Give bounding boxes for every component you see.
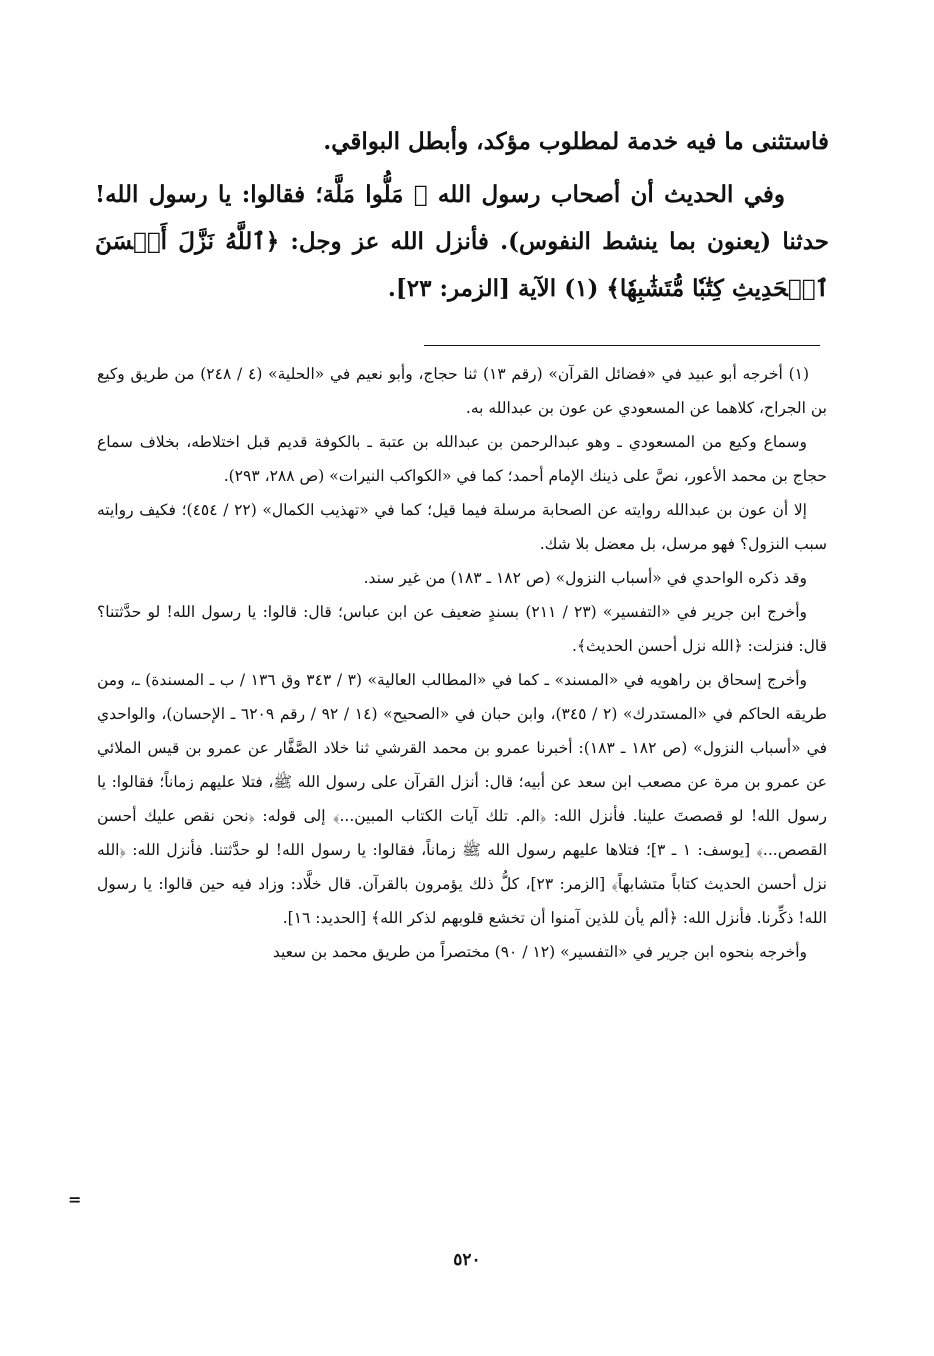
main-text-block [95, 118, 829, 312]
main-paragraph: فاستثنى ما فيه خدمة لمطلوب مؤكد، وأبطل البواقي. [323, 128, 829, 155]
main-paragraph: وفي الحديث أن أصحاب رسول الله ﷺ مَلُّوا مَلَّة؛ فقالوا: يا رسول الله! حدثنا (يعنون بما ينشط النفوس). فأنزل الله عز وجل: ﴿ٱللَّهُ نَزَّلَ أَحۡسَنَ ٱلۡحَدِيثِ كِتَٰبٗا مُّتَشَٰبِهٗا﴾ (١) الآية [الزمر: ٢٣]. [95, 181, 829, 302]
footnote-paragraph: وقد ذكره الواحدي في «أسباب النزول» (ص ١٨٢ ـ ١٨٣) من غير سند. [363, 569, 807, 587]
footnote-paragraph: وأخرج ابن جرير في «التفسير» (٢٣ / ٢١١) بسندٍ ضعيف عن ابن عباس؛ قال: قالوا: يا رسول الله! لو حدَّثتنا؟ قال: فنزلت: ﴿الله نزل أحسن الحديث﴾. [97, 603, 827, 655]
footnotes-block [97, 357, 827, 969]
footnote-paragraph: (١) أخرجه أبو عبيد في «فضائل القرآن» (رقم ١٣) ثنا حجاج، وأبو نعيم في «الحلية» (٤ / ٢٤٨) من طريق وكيع بن الجراح، كلاهما عن المسعودي عن عون بن عبدالله به. [97, 365, 827, 417]
page-number: ٥٢٠ [453, 1250, 481, 1270]
footnote-paragraph: وأخرج إسحاق بن راهويه في «المسند» ـ كما في «المطالب العالية» (٣ / ٣٤٣ وق ١٣٦ / ب ـ المسندة) ـ، ومن طريقه الحاكم في «المستدرك» (٢ / ٣٤٥)، وابن حبان في «الصحيح» (١٤ / ٩٢ / رقم ٦٢٠٩ ـ الإحسان)، والواحدي في «أسباب النزول» (ص ١٨٢ ـ ١٨٣): أخبرنا عمرو بن محمد القرشي ثنا خلاد الصَّفَّار عن عمرو بن قيس الملائي عن عمرو بن مرة عن مصعب ابن سعد عن أبيه؛ قال: أنزل القرآن على رسول الله ﷺ، فتلا عليهم زماناً؛ فقالوا: يا رسول الله! لو قصصتَ علينا. فأنزل الله: ﴿الم. تلك آيات الكتاب المبين...﴾ إلى قوله: ﴿نحن نقص عليك أحسن القصص...﴾ [يوسف: ١ ـ ٣]؛ فتلاها عليهم رسول الله ﷺ زماناً، فقالوا: يا رسول الله! لو حدَّثتنا. فأنزل الله: ﴿الله نزل أحسن الحديث كتاباً متشابهاً﴾ [الزمر: ٢٣]، كلُّ ذلك يؤمرون بالقرآن. قال خلَّاد: وزاد فيه حين قالوا: يا رسول الله! ذكِّرنا. فأنزل الله: ﴿ألم يأن للذين آمنوا أن تخشع قلوبهم لذكر الله﴾ [الحديد: ١٦]. [97, 671, 828, 927]
continuation-mark: = [68, 1190, 82, 1209]
footnote-paragraph: إلا أن عون بن عبدالله روايته عن الصحابة مرسلة فيما قيل؛ كما في «تهذيب الكمال» (٢٢ / ٤٥٤)؛ فكيف روايته سبب النزول؟ فهو مرسل، بل معضل بلا شك. [97, 501, 827, 553]
footnote-paragraph: وأخرجه بنحوه ابن جرير في «التفسير» (١٢ / ٩٠) مختصراً من طريق محمد بن سعيد [272, 943, 807, 961]
footnote-separator [424, 345, 820, 346]
footnote-paragraph: وسماع وكيع من المسعودي ـ وهو عبدالرحمن بن عبدالله بن عتبة ـ بالكوفة قديم قبل اختلاطه، بخلاف سماع حجاج بن محمد الأعور، نصَّ على ذينك الإمام أحمد؛ كما في «الكواكب النيرات» (ص ٢٨٨، ٢٩٣). [97, 433, 827, 485]
